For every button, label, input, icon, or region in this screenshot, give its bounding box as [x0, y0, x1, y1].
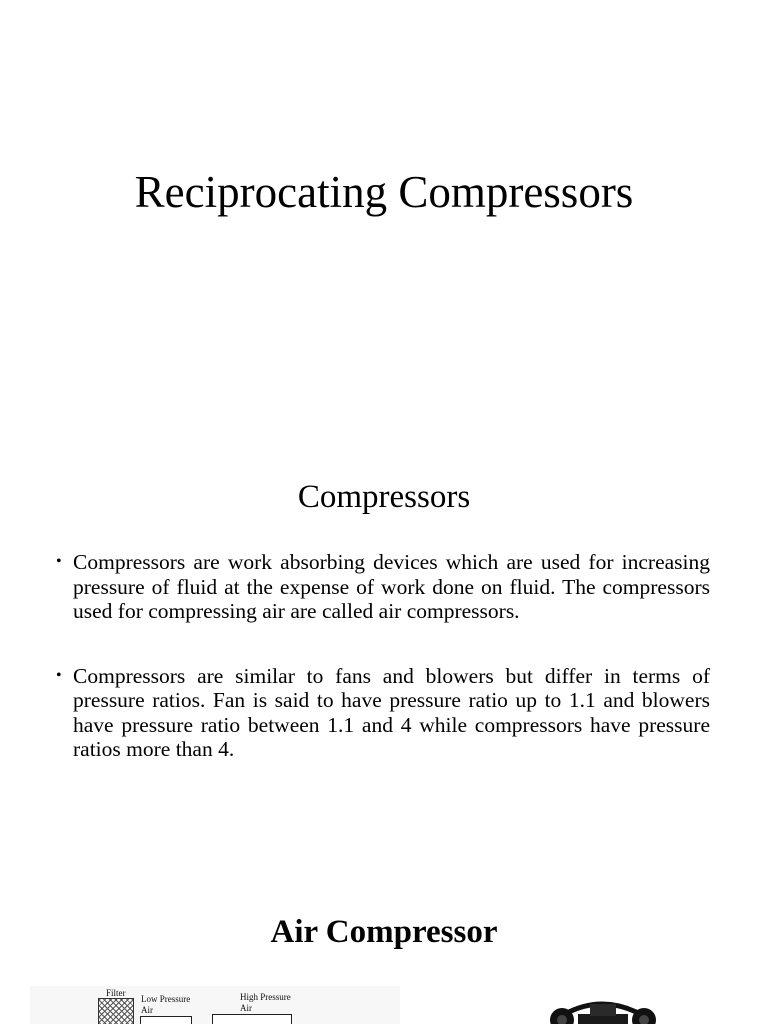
- bullet-item: [56, 664, 710, 762]
- section-title: Compressors: [297, 479, 471, 515]
- low-pressure-tank: [140, 1016, 192, 1024]
- high-pressure-label: High Pressure: [240, 992, 291, 1002]
- high-pressure-tank: [212, 1014, 292, 1024]
- air-compressor-slide: [0, 864, 768, 1024]
- compressor-photo-icon: [540, 992, 665, 1024]
- bullet-text: Compressors are work absorbing devices which are used for increasing pressure of fluid at the expense of work done on fluid. The compressors used for compressing air are called air compressors.: [73, 550, 710, 623]
- low-pressure-label: Low Pressure: [141, 994, 191, 1004]
- main-title: Reciprocating Compressors: [134, 167, 634, 217]
- bullet-text: Compressors are similar to fans and blowers but differ in terms of pressure ratios. Fan is said to have pressure ratio up to 1.1 and blowers have pressure ratio between 1.1 and 4 while compressors have pressure ratios more than 4.: [73, 663, 710, 761]
- air-compressor-title: Air Compressor: [270, 914, 498, 950]
- filter-label: Filter: [106, 988, 126, 998]
- compressor-diagram: [30, 986, 400, 1024]
- compressors-slide: [0, 432, 768, 864]
- filter-icon: [98, 998, 134, 1024]
- high-pressure-sub-label: Air: [240, 1003, 252, 1013]
- bullet-item: [56, 550, 710, 624]
- title-slide: [0, 0, 768, 432]
- bullet-list: [56, 550, 710, 802]
- bullet-icon: •: [56, 666, 62, 684]
- bullet-icon: •: [56, 553, 62, 570]
- low-pressure-sub-label: Air: [141, 1005, 153, 1015]
